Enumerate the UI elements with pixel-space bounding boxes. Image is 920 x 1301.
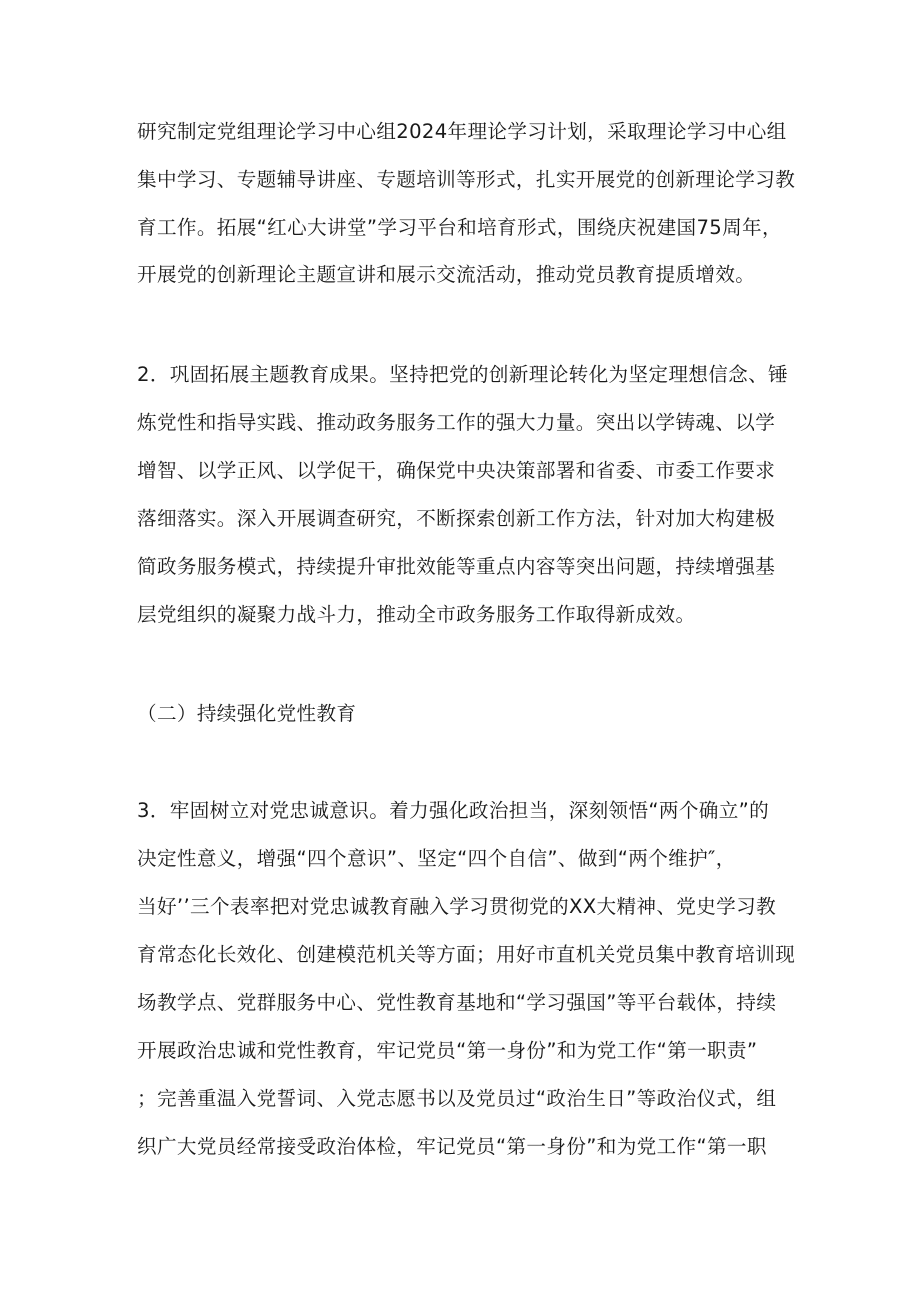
paragraph-3-line-3: 当好’’三个表率把对党忠诚教育融入学习贯彻党的XX大精神、党史学习教 xyxy=(137,895,777,918)
paragraph-2-line-2: 炼党性和指导实践、推动政务服务工作的强大力量。突出以学铸魂、以学 xyxy=(137,411,776,434)
paragraph-3-line-8: 织广大党员经常接受政治体检，牢记党员“第一身份”和为党工作“第一职 xyxy=(137,1135,767,1158)
paragraph-3-line-5: 场教学点、党群服务中心、党性教育基地和“学习强国”等平台载体，持续 xyxy=(137,991,777,1014)
paragraph-1-line-1: 研究制定党组理论学习中心组2024年理论学习计划，采取理论学习中心组 xyxy=(137,120,787,143)
paragraph-1-line-2: 集中学习、专题辅导讲座、专题培训等形式，扎实开展党的创新理论学习教 xyxy=(137,168,796,191)
paragraph-3-line-1: 3．牢固树立对党忠诚意识。着力强化政治担当，深刻领悟“两个确立”的 xyxy=(137,799,770,822)
paragraph-3-line-6: 开展政治忠诚和党性教育，牢记党员“第一身份”和为党工作“第一职责” xyxy=(137,1039,758,1062)
paragraph-1-line-4: 开展党的创新理论主题宣讲和展示交流活动，推动党员教育提质增效。 xyxy=(137,263,756,286)
paragraph-1-line-3: 育工作。拓展“红心大讲堂”学习平台和培育形式，围绕庆祝建国75周年， xyxy=(137,216,782,239)
paragraph-2-line-1: 2．巩固拓展主题教育成果。坚持把党的创新理论转化为坚定理想信念、锤 xyxy=(137,363,789,386)
paragraph-3-line-4: 育常态化长效化、创建模范机关等方面；用好市直机关党员集中教育培训现 xyxy=(137,943,796,966)
paragraph-2-line-5: 简政务服务模式，持续提升审批效能等重点内容等突出问题，持续增强基 xyxy=(137,555,776,578)
paragraph-3-line-7: ；完善重温入党誓词、入党志愿书以及党员过“政治生日”等政治仪式，组 xyxy=(137,1087,777,1110)
paragraph-2-line-4: 落细落实。深入开展调查研究，不断探索创新工作方法，针对加大构建极 xyxy=(137,507,776,530)
paragraph-2-line-6: 层党组织的凝聚力战斗力，推动全市政务服务工作取得新成效。 xyxy=(137,603,696,626)
paragraph-3-line-2: 决定性意义，增强“四个意识”、坚定“四个自信”、做到“两个维护″， xyxy=(137,847,736,870)
paragraph-2-line-3: 增智、以学正风、以学促干，确保党中央决策部署和省委、市委工作要求 xyxy=(137,459,776,482)
section-heading: （二）持续强化党性教育 xyxy=(137,702,357,725)
